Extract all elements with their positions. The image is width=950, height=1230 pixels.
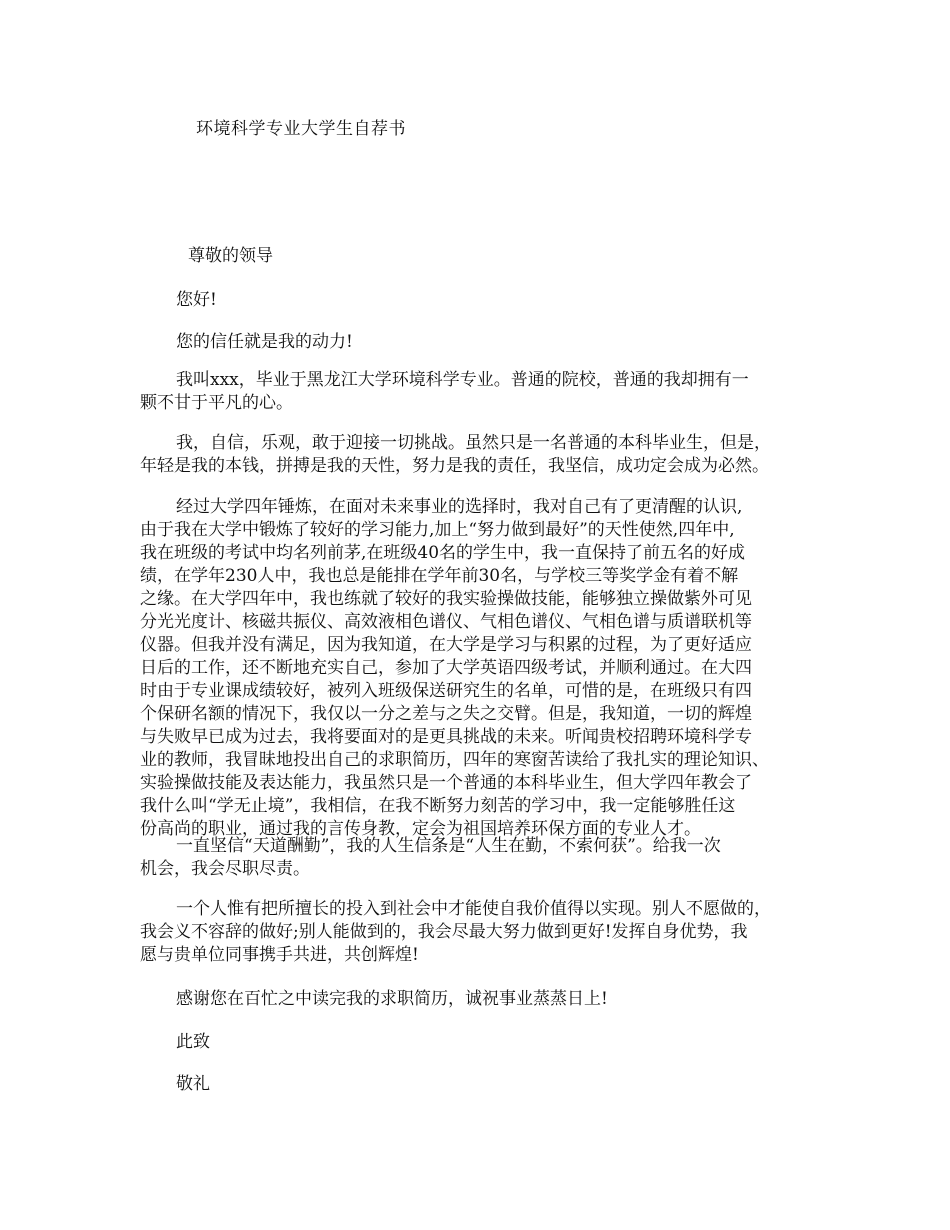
paragraph-line: 年轻是我的本钱，拼搏是我的天性，努力是我的责任，我坚信，成功定会成为必然。 xyxy=(140,456,769,476)
regards-line: 敬礼 xyxy=(176,1074,210,1094)
paragraph-line: 份高尚的职业，通过我的言传身教，定会为祖国培养环保方面的专业人才。 xyxy=(140,819,701,839)
paragraph-line: 颗不甘于平凡的心。 xyxy=(140,393,293,413)
paragraph-intro xyxy=(140,369,820,415)
paragraph-line: 一个人惟有把所擅长的投入到社会中才能使自我价值得以实现。别人不愿做的， xyxy=(176,899,771,919)
paragraph-line: 与失败早已成为过去，我将要面对的是更具挑战的未来。听闻贵校招聘环境科学专 xyxy=(140,727,752,747)
paragraph-line: 一直坚信“天道酬勤”，我的人生信条是“人生在勤，不索何获”。给我一次 xyxy=(176,836,721,856)
paragraph-line: 我什么叫“学无止境”，我相信，在我不断努力刻苦的学习中，我一定能够胜任这 xyxy=(140,796,736,816)
document-title: 环境科学专业大学生自荐书 xyxy=(196,119,406,139)
salutation: 尊敬的领导 xyxy=(188,246,273,266)
paragraph-line: 分光光度计、核磁共振仪、高效液相色谱仪、气相色谱仪、气相色谱与质谱联机等 xyxy=(140,612,752,632)
thanks-line: 感谢您在百忙之中读完我的求职简历，诚祝事业蒸蒸日上! xyxy=(176,989,608,1009)
paragraph-commitment xyxy=(140,898,820,967)
paragraph-line: 由于我在大学中锻炼了较好的学习能力,加上“努力做到最好”的天性使然,四年中, xyxy=(140,520,735,540)
paragraph-line: 绩，在学年230人中，我也总是能排在学年前30名，与学校三等奖学金有着不解 xyxy=(140,566,739,586)
paragraph-line: 仪器。但我并没有满足，因为我知道，在大学是学习与积累的过程，为了更好适应 xyxy=(140,635,752,655)
paragraph-line: 我，自信，乐观，敢于迎接一切挑战。虽然只是一名普通的本科毕业生，但是， xyxy=(176,433,771,453)
paragraph-line: 实验操做技能及表达能力，我虽然只是一个普通的本科毕业生，但大学四年教会了 xyxy=(140,773,752,793)
paragraph-line: 个保研名额的情况下，我仅以一分之差与之失之交臂。但是，我知道，一切的辉煌 xyxy=(140,704,752,724)
paragraph-line: 我叫xxx，毕业于黑龙江大学环境科学专业。普通的院校，普通的我却拥有一 xyxy=(176,370,749,390)
paragraph-line: 日后的工作，还不断地充实自己，参加了大学英语四级考试，并顺利通过。在大四 xyxy=(140,658,752,678)
greeting: 您好! xyxy=(176,290,217,310)
paragraph-line: 时由于专业课成绩较好，被列入班级保送研究生的名单，可惜的是，在班级只有四 xyxy=(140,681,752,701)
paragraph-confidence xyxy=(140,432,820,478)
motto: 您的信任就是我的动力! xyxy=(176,332,353,352)
paragraph-line: 经过大学四年锤炼，在面对未来事业的选择时，我对自己有了更清醒的认识, xyxy=(176,497,743,517)
paragraph-line: 机会，我会尽职尽责。 xyxy=(140,859,310,879)
paragraph-line: 愿与贵单位同事携手共进，共创辉煌! xyxy=(140,945,419,965)
paragraph-line: 我在班级的考试中均名列前茅,在班级40名的学生中，我一直保持了前五名的好成 xyxy=(140,543,746,563)
paragraph-line: 业的教师，我冒昧地投出自己的求职简历，四年的寒窗苦读给了我扎实的理论知识、 xyxy=(140,750,769,770)
paragraph-motto xyxy=(140,835,820,881)
paragraph-line: 之缘。在大学四年中，我也练就了较好的我实验操做技能，能够独立操做紫外可见 xyxy=(140,589,752,609)
paragraph-experience xyxy=(140,496,820,841)
paragraph-line: 我会义不容辞的做好;别人能做到的，我会尽最大努力做到更好!发挥自身优势，我 xyxy=(140,922,748,942)
closing-line: 此致 xyxy=(176,1032,210,1052)
